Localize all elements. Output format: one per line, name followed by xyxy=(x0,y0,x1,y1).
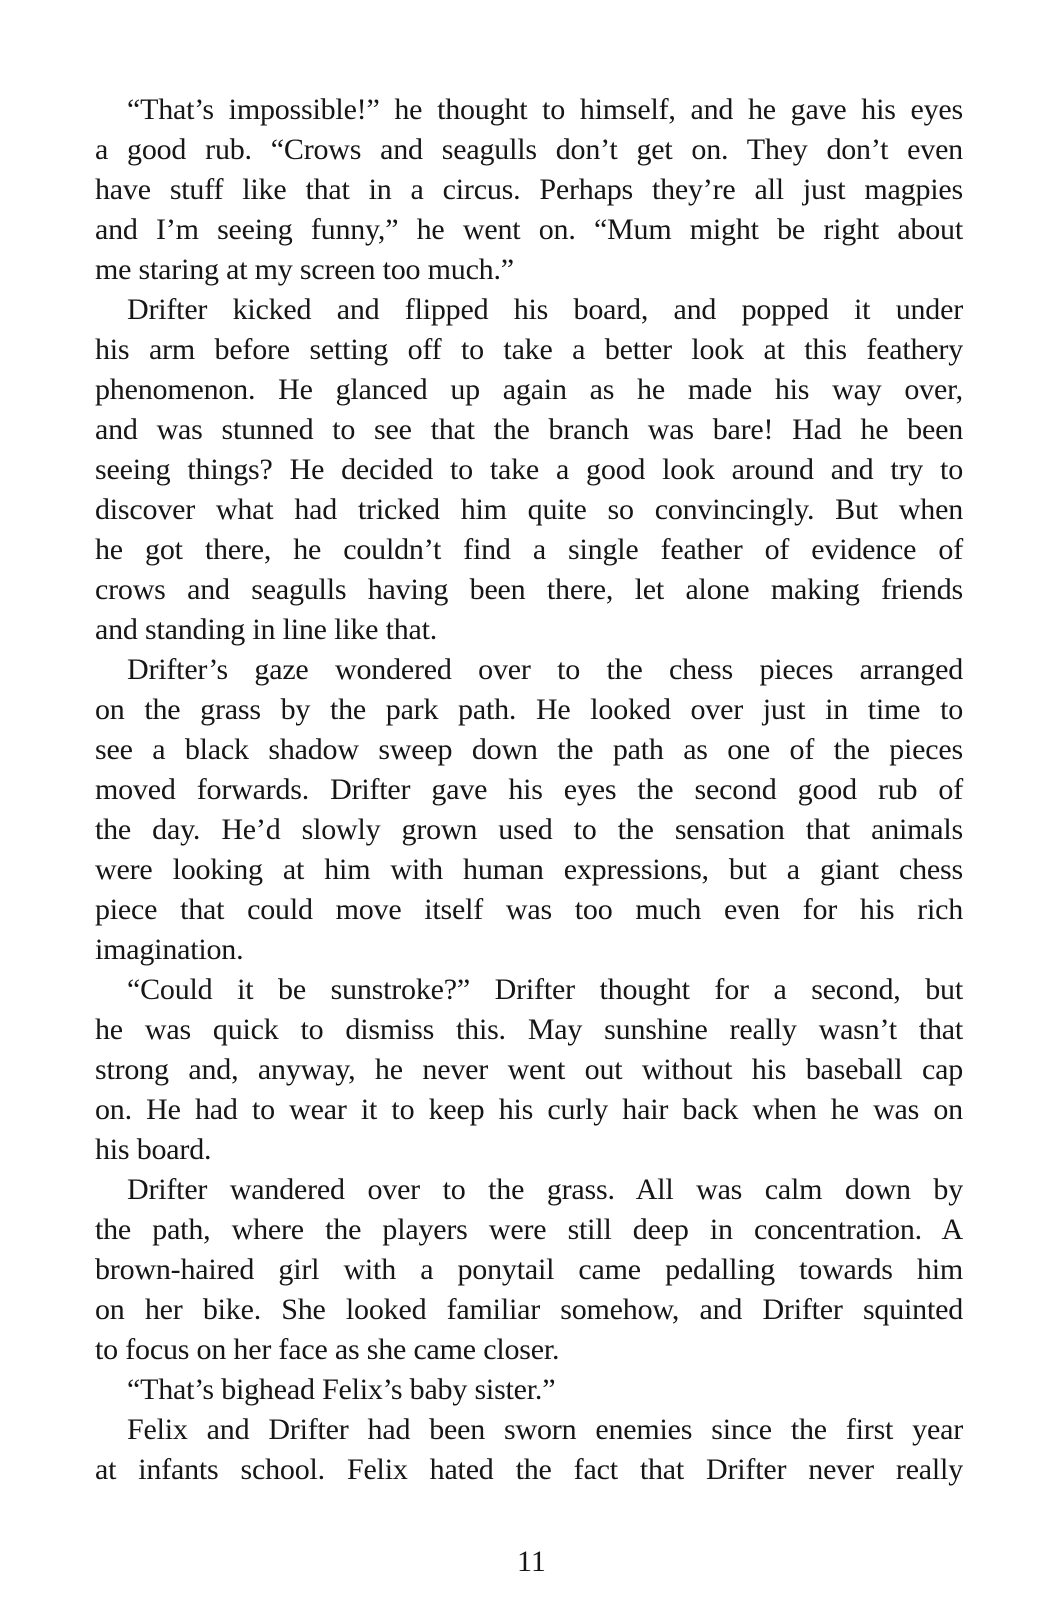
text-line: his arm before setting off to take a better look at this feathery xyxy=(95,333,963,366)
text-line: strong and, anyway, he never went out without his baseball cap xyxy=(95,1053,963,1086)
text-line: seeing things? He decided to take a good look around and try to xyxy=(95,453,963,486)
text-line: Drifter kicked and flipped his board, and popped it under xyxy=(127,293,963,326)
text-line: piece that could move itself was too much even for his rich xyxy=(95,893,963,926)
text-line: at infants school. Felix hated the fact that Drifter never really xyxy=(95,1453,963,1486)
text-line: see a black shadow sweep down the path as one of the pieces xyxy=(95,733,963,766)
text-line: “Could it be sunstroke?” Drifter thought for a second, but xyxy=(127,973,963,1006)
text-line: his board. xyxy=(95,1133,212,1166)
text-line: phenomenon. He glanced up again as he made his way over, xyxy=(95,373,963,406)
paragraph xyxy=(95,650,963,970)
text-line: on her bike. She looked familiar somehow, and Drifter squinted xyxy=(95,1293,963,1326)
text-line: a good rub. “Crows and seagulls don’t get on. They don’t even xyxy=(95,133,963,166)
paragraph xyxy=(95,1410,963,1490)
text-line: he was quick to dismiss this. May sunshine really wasn’t that xyxy=(95,1013,963,1046)
text-line: Drifter’s gaze wondered over to the chess pieces arranged xyxy=(127,653,963,686)
text-line: and I’m seeing funny,” he went on. “Mum might be right about xyxy=(95,213,963,246)
text-line: imagination. xyxy=(95,933,244,966)
text-line: have stuff like that in a circus. Perhaps they’re all just magpies xyxy=(95,173,963,206)
text-line: “That’s bighead Felix’s baby sister.” xyxy=(127,1373,556,1406)
paragraph xyxy=(95,1370,963,1410)
text-line: and was stunned to see that the branch was bare! Had he been xyxy=(95,413,963,446)
body-text xyxy=(95,90,963,1490)
text-line: he got there, he couldn’t find a single feather of evidence of xyxy=(95,533,963,566)
page-number: 11 xyxy=(517,1545,546,1578)
text-line: Drifter wandered over to the grass. All was calm down by xyxy=(127,1173,963,1206)
paragraph xyxy=(95,1170,963,1370)
text-line: were looking at him with human expressions, but a giant chess xyxy=(95,853,963,886)
text-line: crows and seagulls having been there, let alone making friends xyxy=(95,573,963,606)
paragraph xyxy=(95,970,963,1170)
text-line: “That’s impossible!” he thought to himself, and he gave his eyes xyxy=(127,93,963,126)
text-line: on. He had to wear it to keep his curly hair back when he was on xyxy=(95,1093,963,1126)
text-line: the path, where the players were still deep in concentration. A xyxy=(95,1213,963,1246)
paragraph xyxy=(95,290,963,650)
text-line: on the grass by the park path. He looked over just in time to xyxy=(95,693,963,726)
text-line: the day. He’d slowly grown used to the sensation that animals xyxy=(95,813,963,846)
text-line: to focus on her face as she came closer. xyxy=(95,1333,560,1366)
text-line: Felix and Drifter had been sworn enemies since the first year xyxy=(127,1413,963,1446)
paragraph xyxy=(95,90,963,290)
text-line: brown-haired girl with a ponytail came pedalling towards him xyxy=(95,1253,963,1286)
text-line: and standing in line like that. xyxy=(95,613,438,646)
text-line: discover what had tricked him quite so convincingly. But when xyxy=(95,493,963,526)
text-line: me staring at my screen too much.” xyxy=(95,253,514,286)
text-line: moved forwards. Drifter gave his eyes the second good rub of xyxy=(95,773,963,806)
